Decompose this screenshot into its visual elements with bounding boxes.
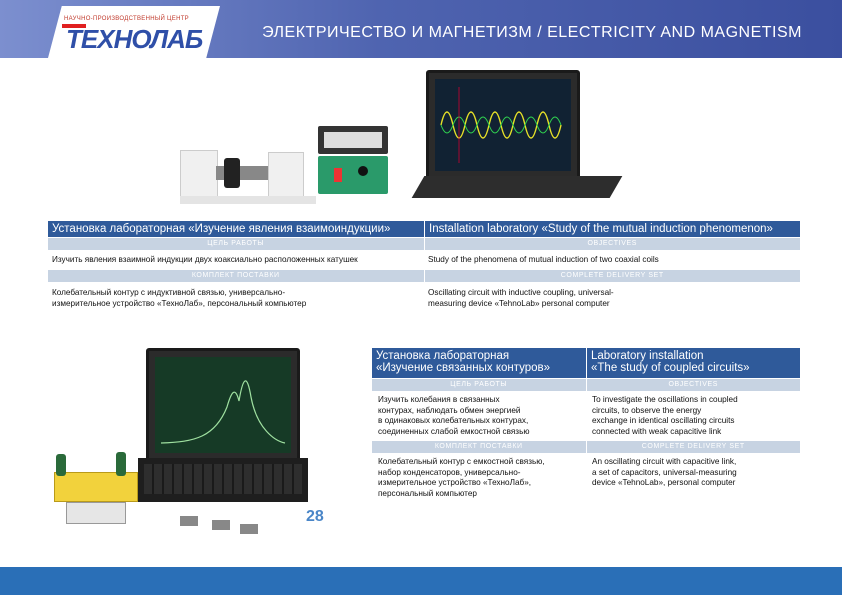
page-footer-bar [0, 567, 842, 595]
delivery-ru-line: Колебательный контур с емкостной связью, [378, 457, 545, 466]
capacitor-3 [240, 524, 258, 534]
delivery-label-ru: КОМПЛЕКТ ПОСТАВКИ [434, 443, 523, 450]
objective-label-ru: ЦЕЛЬ РАБОТЫ [450, 381, 508, 388]
delivery-label-ru: КОМПЛЕКТ ПОСТАВКИ [191, 272, 280, 279]
delivery-en-line: An oscillating circuit with capacitive link, [592, 457, 737, 466]
logo-wordmark: ТЕХНОЛАБ [66, 24, 203, 54]
delivery-en-line: a set of capacitors, universal-measuring [592, 467, 737, 477]
delivery-en-line: Oscillating circuit with inductive coupling, universal- [428, 288, 614, 297]
delivery-ru-line: набор конденсаторов, универсально- [378, 467, 521, 477]
delivery-ru-line: измерительное устройство «ТехноЛаб», [378, 478, 532, 487]
page-title: ЭЛЕКТРИЧЕСТВО И МАГНЕТИЗМ / ELECTRICITY AND MAGNETISM [262, 24, 802, 41]
interface-box [66, 502, 126, 524]
coil-apparatus [180, 146, 300, 208]
objective-label-ru: ЦЕЛЬ РАБОТЫ [207, 240, 265, 247]
objective-ru-line: Изучить колебания в связанных [378, 395, 500, 404]
table-coupled-circuits [372, 348, 800, 499]
delivery-ru-line: персональный компьютер [378, 488, 477, 498]
title-en-line: Laboratory installation [591, 350, 704, 362]
title-en: Installation laboratory «Study of the mutual induction phenomenon» [424, 221, 800, 237]
coil-left [56, 454, 66, 476]
objective-ru: Изучить явления взаимной индукции двух коаксиально расположенных катушек [52, 254, 358, 264]
capacitor-1 [180, 516, 198, 526]
delivery-label-en: COMPLETE DELIVERY SET [424, 270, 801, 282]
title-ru-line: «Изучение связанных контуров» [376, 362, 551, 374]
laptop-1-base [412, 176, 623, 198]
title-en-line: «The study of coupled circuits» [591, 362, 750, 374]
objective-ru-line: контурах, наблюдать обмен энергией [378, 405, 521, 415]
delivery-en-line: measuring device «TehnoLab» personal computer [428, 298, 610, 308]
delivery-ru-line: Колебательный контур с индуктивной связью, универсально- [52, 288, 286, 297]
objective-en: Study of the phenomena of mutual induction of two coaxial coils [428, 254, 659, 264]
circuit-board [54, 472, 138, 502]
objective-en-line: circuits, to observe the energy [592, 405, 702, 415]
laptop-1-screen [426, 70, 580, 180]
objective-ru-line: в одинаковых колебательных контурах, [378, 416, 529, 425]
photo-coupled-circuits-setup [20, 346, 320, 546]
coil-right [116, 452, 126, 476]
objective-label-en: OBJECTIVES [424, 238, 801, 250]
keyboard [144, 464, 302, 494]
oscilloscope-sine-wave [435, 79, 571, 171]
objective-label-en: OBJECTIVES [586, 379, 801, 391]
table-mutual-induction [48, 221, 800, 309]
objective-en-line: connected with weak capacitive link [592, 426, 722, 436]
photo-mutual-induction-setup [170, 66, 620, 216]
logo-subtitle: НАУЧНО-ПРОИЗВОДСТВЕННЫЙ ЦЕНТР [64, 16, 189, 22]
delivery-label-en: COMPLETE DELIVERY SET [586, 441, 801, 453]
title-ru-line: Установка лабораторная [376, 350, 510, 362]
capacitor-2 [212, 520, 230, 530]
objective-ru-line: соединенных слабой емкостной связью [378, 426, 530, 436]
page-number: 28 [306, 508, 324, 525]
objective-en-line: To investigate the oscillations in coupled [592, 395, 738, 404]
title-ru: Установка лабораторная «Изучение явления взаимоиндукции» [52, 223, 391, 235]
delivery-ru-line: измерительное устройство «ТехноЛаб», персональный компьютер [52, 298, 307, 308]
resonance-curve [155, 357, 291, 453]
delivery-en-line: device «TehnoLab», personal computer [592, 478, 736, 487]
page-header [0, 0, 842, 58]
objective-en-line: exchange in identical oscillating circuits [592, 416, 735, 425]
laptop-2-screen [146, 348, 300, 462]
measuring-device [318, 126, 388, 198]
